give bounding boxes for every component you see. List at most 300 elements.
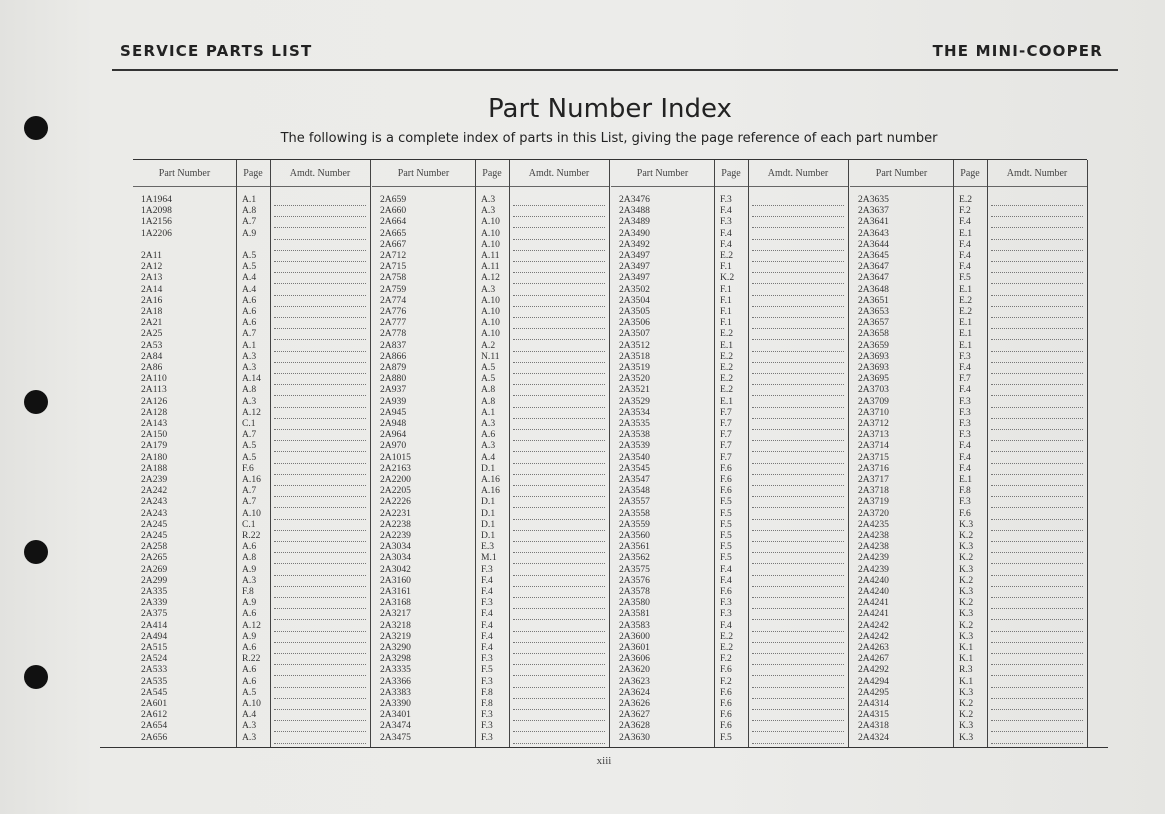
amendment-field: [513, 663, 605, 665]
part-number: 2A3713: [858, 429, 889, 441]
page-reference: F.4: [720, 619, 732, 631]
part-number: 2A3475: [380, 731, 411, 743]
column-divider: [748, 160, 749, 747]
amendment-field: [513, 294, 605, 296]
amendment-field: [991, 551, 1083, 553]
part-number: 2A778: [380, 328, 407, 340]
part-number: 2A3558: [619, 507, 650, 519]
amendment-field: [513, 271, 605, 273]
amendment-field: [274, 249, 366, 251]
amendment-field: [752, 540, 844, 542]
part-number: 2A3630: [619, 731, 650, 743]
amendment-field: [274, 406, 366, 408]
page-reference: F.7: [959, 373, 971, 385]
page-reference: F.4: [959, 261, 971, 273]
column-header-page: Page: [243, 168, 263, 179]
amendment-field: [752, 529, 844, 531]
page-reference: E.2: [720, 250, 734, 261]
part-number: 2A1015: [380, 451, 411, 463]
page-reference: F.7: [720, 418, 732, 429]
part-number: 2A665: [380, 227, 407, 239]
part-number: 2A3401: [380, 709, 411, 721]
part-number: 2A3504: [619, 294, 650, 306]
page-reference: A.10: [242, 507, 261, 519]
page-reference: K.1: [959, 653, 974, 665]
table-bottom-rule: [100, 747, 1108, 748]
part-number: 2A3576: [619, 574, 650, 586]
column-header-rule: [372, 186, 609, 187]
part-number: 2A3627: [619, 709, 650, 721]
part-number: 2A656: [141, 731, 168, 743]
page-reference: F.3: [720, 194, 732, 205]
page-reference: F.4: [959, 250, 971, 261]
page-reference: E.2: [720, 350, 734, 362]
amendment-field: [513, 338, 605, 340]
amendment-field: [513, 361, 605, 363]
page-reference: A.6: [242, 608, 257, 620]
amendment-field: [752, 630, 844, 632]
part-number: 2A667: [380, 238, 407, 250]
amendment-field: [752, 226, 844, 228]
page-reference: A.7: [242, 485, 257, 497]
part-number: 2A3695: [858, 373, 889, 385]
part-number: 2A3643: [858, 227, 889, 239]
page-reference: A.1: [242, 194, 257, 205]
part-number: 2A3518: [619, 350, 650, 362]
part-number: 2A3161: [380, 586, 411, 597]
amendment-field: [752, 294, 844, 296]
page-reference: E.2: [720, 642, 734, 653]
page-reference: A.3: [481, 418, 496, 429]
page-reference: F.4: [720, 574, 732, 586]
column-header-rule: [133, 186, 370, 187]
page-reference: A.3: [481, 440, 496, 452]
part-number: 2A4241: [858, 597, 889, 609]
amendment-field: [274, 394, 366, 396]
part-number: 2A945: [380, 406, 407, 418]
page-reference: A.10: [481, 306, 500, 317]
part-number: 2A3635: [858, 194, 889, 205]
part-number: 2A3529: [619, 395, 650, 407]
page-reference: F.5: [720, 496, 732, 508]
page-reference: F.6: [720, 474, 732, 485]
amendment-field: [513, 596, 605, 598]
part-number: 2A3502: [619, 283, 650, 295]
page-reference: A.8: [242, 384, 257, 396]
page-reference: A.5: [242, 261, 257, 273]
amendment-field: [991, 204, 1083, 206]
amendment-field: [752, 742, 844, 744]
amendment-field: [991, 686, 1083, 688]
part-number: 2A879: [380, 362, 407, 373]
amendment-field: [991, 518, 1083, 520]
page-reference: F.3: [481, 597, 493, 609]
part-number: 2A3693: [858, 350, 889, 362]
page-reference: A.8: [481, 384, 496, 396]
part-number: 2A3218: [380, 619, 411, 631]
amendment-field: [274, 282, 366, 284]
amendment-field: [752, 462, 844, 464]
page-reference: A.3: [481, 205, 496, 217]
amendment-field: [274, 663, 366, 665]
amendment-field: [991, 238, 1083, 240]
amendment-field: [274, 215, 366, 217]
amendment-field: [513, 327, 605, 329]
page-reference: K.3: [959, 586, 974, 597]
page-reference: A.10: [481, 227, 500, 239]
amendment-field: [752, 674, 844, 676]
part-number: 2A179: [141, 440, 168, 452]
page-reference: F.5: [720, 507, 732, 519]
part-number: 2A3658: [858, 328, 889, 340]
amendment-field: [752, 327, 844, 329]
part-number: 2A3657: [858, 317, 889, 329]
amendment-field: [513, 260, 605, 262]
page-reference: K.3: [959, 608, 974, 620]
page-reference: F.3: [481, 709, 493, 721]
part-number: 2A535: [141, 675, 168, 687]
page-reference: A.9: [242, 563, 257, 575]
page-reference: A.4: [481, 451, 496, 463]
part-number: 2A3520: [619, 373, 650, 385]
part-number: 1A1964: [141, 194, 172, 205]
column-header-amdt-number: Amdt. Number: [767, 168, 829, 179]
amendment-field: [274, 226, 366, 228]
part-number: 2A3703: [858, 384, 889, 396]
page-reference: A.10: [481, 216, 500, 228]
page-reference: F.3: [481, 720, 493, 732]
part-number: 2A3219: [380, 630, 411, 642]
amendment-field: [991, 697, 1083, 699]
page-reference: A.11: [481, 261, 500, 273]
page-reference: K.3: [959, 720, 974, 732]
column-header-amdt-number: Amdt. Number: [1006, 168, 1068, 179]
amendment-field: [274, 585, 366, 587]
amendment-field: [991, 450, 1083, 452]
part-number: 2A11: [141, 250, 162, 261]
part-number: 2A612: [141, 709, 168, 721]
part-number: 2A3710: [858, 406, 889, 418]
page-subtitle: The following is a complete index of parts in this List, giving the page reference of each part number: [280, 131, 938, 146]
amendment-field: [752, 585, 844, 587]
page-reference: D.1: [481, 496, 496, 508]
amendment-field: [274, 506, 366, 508]
amendment-field: [991, 618, 1083, 620]
page-reference: R.3: [959, 664, 973, 676]
part-number: 1A2156: [141, 216, 172, 228]
amendment-field: [752, 473, 844, 475]
amendment-field: [991, 641, 1083, 643]
page-reference: F.4: [959, 384, 971, 396]
amendment-field: [752, 618, 844, 620]
amendment-field: [274, 674, 366, 676]
page-reference: F.1: [720, 306, 732, 317]
amendment-field: [513, 204, 605, 206]
amendment-field: [991, 338, 1083, 340]
part-number: 2A4239: [858, 563, 889, 575]
part-number: 2A3719: [858, 496, 889, 508]
page-reference: F.5: [720, 541, 732, 553]
part-number: 2A2226: [380, 496, 411, 508]
part-number: 2A180: [141, 451, 168, 463]
amendment-field: [991, 540, 1083, 542]
part-number: 2A150: [141, 429, 168, 441]
part-number: 2A3714: [858, 440, 889, 452]
amendment-field: [513, 585, 605, 587]
column-divider: [236, 160, 237, 747]
page-reference: F.5: [481, 664, 493, 676]
part-number: 2A524: [141, 653, 168, 665]
page-reference: A.5: [242, 686, 257, 698]
amendment-field: [513, 562, 605, 564]
amendment-field: [513, 674, 605, 676]
part-number: 2A3628: [619, 720, 650, 732]
part-number: 2A3488: [619, 205, 650, 217]
amendment-field: [274, 350, 366, 352]
amendment-field: [752, 719, 844, 721]
part-number: 2A16: [141, 294, 163, 306]
page-reference: F.8: [959, 485, 971, 497]
amendment-field: [991, 562, 1083, 564]
part-number: 2A4235: [858, 518, 889, 530]
amendment-field: [274, 462, 366, 464]
amendment-field: [274, 686, 366, 688]
part-number: 2A776: [380, 306, 407, 317]
amendment-field: [991, 652, 1083, 654]
page-reference: F.5: [720, 530, 732, 541]
page-reference: A.7: [242, 328, 257, 340]
amendment-field: [991, 394, 1083, 396]
part-number: 2A4240: [858, 586, 889, 597]
page-reference: E.2: [720, 630, 734, 642]
amendment-field: [752, 574, 844, 576]
amendment-field: [752, 663, 844, 665]
amendment-field: [752, 641, 844, 643]
amendment-field: [991, 473, 1083, 475]
amendment-field: [274, 439, 366, 441]
page-reference: A.7: [242, 496, 257, 508]
amendment-field: [513, 607, 605, 609]
page-reference: K.2: [959, 574, 974, 586]
page-reference: F.4: [959, 362, 971, 373]
part-number: 2A4267: [858, 653, 889, 665]
part-number: 2A3476: [619, 194, 650, 205]
page-reference: E.1: [959, 339, 973, 351]
amendment-field: [991, 719, 1083, 721]
page-reference: F.3: [959, 418, 971, 429]
amendment-field: [991, 630, 1083, 632]
part-number: 2A4240: [858, 574, 889, 586]
page-reference: F.1: [720, 261, 732, 273]
page-reference: F.4: [481, 630, 493, 642]
part-number: 2A243: [141, 507, 168, 519]
part-number: 2A2231: [380, 507, 411, 519]
amendment-field: [991, 596, 1083, 598]
page-reference: F.3: [481, 731, 493, 743]
part-number: 2A3581: [619, 608, 650, 620]
amendment-field: [752, 518, 844, 520]
part-number: 2A243: [141, 496, 168, 508]
part-number: 2A86: [141, 362, 163, 373]
part-number: 2A866: [380, 350, 407, 362]
page-reference: K.1: [959, 675, 974, 687]
amendment-field: [991, 730, 1083, 732]
page-reference: A.9: [242, 597, 257, 609]
page-reference: A.5: [242, 250, 257, 261]
page-reference: A.3: [242, 362, 257, 373]
page-reference: F.3: [959, 406, 971, 418]
amendment-field: [991, 585, 1083, 587]
page-reference: F.2: [959, 205, 971, 217]
page-reference: D.1: [481, 518, 496, 530]
page-reference: A.6: [242, 294, 257, 306]
page-reference: A.10: [481, 317, 500, 329]
column-header-part-number: Part Number: [397, 168, 450, 179]
page-reference: E.1: [720, 339, 734, 351]
page-reference: K.3: [959, 563, 974, 575]
amendment-field: [513, 686, 605, 688]
page-reference: A.12: [242, 619, 261, 631]
part-number: 2A880: [380, 373, 407, 385]
amendment-field: [274, 260, 366, 262]
page-reference: F.4: [959, 238, 971, 250]
part-number: 2A14: [141, 283, 163, 295]
page-reference: F.6: [720, 586, 732, 597]
amendment-field: [274, 562, 366, 564]
page-reference: A.8: [242, 552, 257, 564]
page-reference: A.6: [242, 317, 257, 329]
amendment-field: [513, 406, 605, 408]
amendment-field: [991, 271, 1083, 273]
amendment-field: [513, 574, 605, 576]
page-reference: A.6: [242, 664, 257, 676]
amendment-field: [752, 338, 844, 340]
part-number: 2A3709: [858, 395, 889, 407]
amendment-field: [752, 484, 844, 486]
page-reference: F.5: [720, 552, 732, 564]
part-number: 2A4324: [858, 731, 889, 743]
amendment-field: [513, 249, 605, 251]
page-reference: A.9: [242, 227, 257, 239]
amendment-field: [513, 372, 605, 374]
page-reference: F.4: [720, 238, 732, 250]
part-number: 2A659: [380, 194, 407, 205]
page-reference: A.10: [481, 328, 500, 340]
part-number: 2A3547: [619, 474, 650, 485]
part-number: 2A3600: [619, 630, 650, 642]
amendment-field: [274, 652, 366, 654]
part-number: 2A654: [141, 720, 168, 732]
page-reference: A.6: [242, 675, 257, 687]
page-reference: F.3: [481, 653, 493, 665]
part-number: 2A265: [141, 552, 168, 564]
part-number: 2A3042: [380, 563, 411, 575]
amendment-field: [513, 238, 605, 240]
part-number: 2A2205: [380, 485, 411, 497]
amendment-field: [752, 305, 844, 307]
amendment-field: [274, 271, 366, 273]
header-right: THE MINI-COOPER: [932, 42, 1103, 60]
part-number: 2A3534: [619, 406, 650, 418]
part-number: 2A3716: [858, 462, 889, 474]
part-number: 2A3548: [619, 485, 650, 497]
page-reference: F.2: [720, 653, 732, 665]
column-divider: [1087, 160, 1088, 747]
page-reference: F.3: [481, 563, 493, 575]
column-divider: [848, 160, 849, 747]
part-number: 2A3506: [619, 317, 650, 329]
page-reference: A.4: [242, 709, 257, 721]
part-number: 2A837: [380, 339, 407, 351]
amendment-field: [513, 708, 605, 710]
part-number: 2A948: [380, 418, 407, 429]
amendment-field: [752, 204, 844, 206]
part-number: 2A242: [141, 485, 168, 497]
part-number: 2A3578: [619, 586, 650, 597]
column-header-part-number: Part Number: [875, 168, 928, 179]
page-reference: K.2: [959, 552, 974, 564]
page-reference: E.2: [959, 194, 973, 205]
part-number: 2A4263: [858, 642, 889, 653]
amendment-field: [274, 540, 366, 542]
part-number: 2A4315: [858, 709, 889, 721]
amendment-field: [752, 406, 844, 408]
page-reference: F.7: [720, 406, 732, 418]
part-number: 2A4238: [858, 541, 889, 553]
page-reference: F.4: [720, 563, 732, 575]
amendment-field: [752, 506, 844, 508]
page-reference: A.6: [242, 642, 257, 653]
page-reference: A.5: [242, 451, 257, 463]
page-reference: A.16: [481, 485, 500, 497]
part-number: 2A3557: [619, 496, 650, 508]
part-number: 2A3168: [380, 597, 411, 609]
page-reference: A.16: [481, 474, 500, 485]
amendment-field: [991, 406, 1083, 408]
amendment-field: [991, 215, 1083, 217]
part-number: 2A110: [141, 373, 167, 385]
part-number: 2A3545: [619, 462, 650, 474]
page-reference: F.6: [720, 686, 732, 698]
part-number: 2A3539: [619, 440, 650, 452]
page-reference: F.6: [242, 462, 254, 474]
part-number: 2A515: [141, 642, 168, 653]
page-reference: F.8: [242, 586, 254, 597]
amendment-field: [752, 238, 844, 240]
part-number: 2A258: [141, 541, 168, 553]
amendment-field: [513, 719, 605, 721]
page-reference: E.3: [481, 541, 495, 553]
table-top-rule: [133, 159, 1087, 160]
amendment-field: [991, 361, 1083, 363]
part-number: 2A3720: [858, 507, 889, 519]
page-reference: F.1: [720, 317, 732, 329]
amendment-field: [274, 618, 366, 620]
column-divider: [987, 160, 988, 747]
amendment-field: [513, 305, 605, 307]
page-reference: A.10: [242, 698, 261, 709]
page-reference: E.1: [959, 317, 973, 329]
amendment-field: [752, 730, 844, 732]
amendment-field: [274, 338, 366, 340]
amendment-field: [274, 294, 366, 296]
page-reference: F.3: [720, 608, 732, 620]
page-reference: A.7: [242, 429, 257, 441]
page-reference: K.2: [959, 709, 974, 721]
amendment-field: [274, 529, 366, 531]
amendment-field: [274, 596, 366, 598]
part-number: 2A3512: [619, 339, 650, 351]
